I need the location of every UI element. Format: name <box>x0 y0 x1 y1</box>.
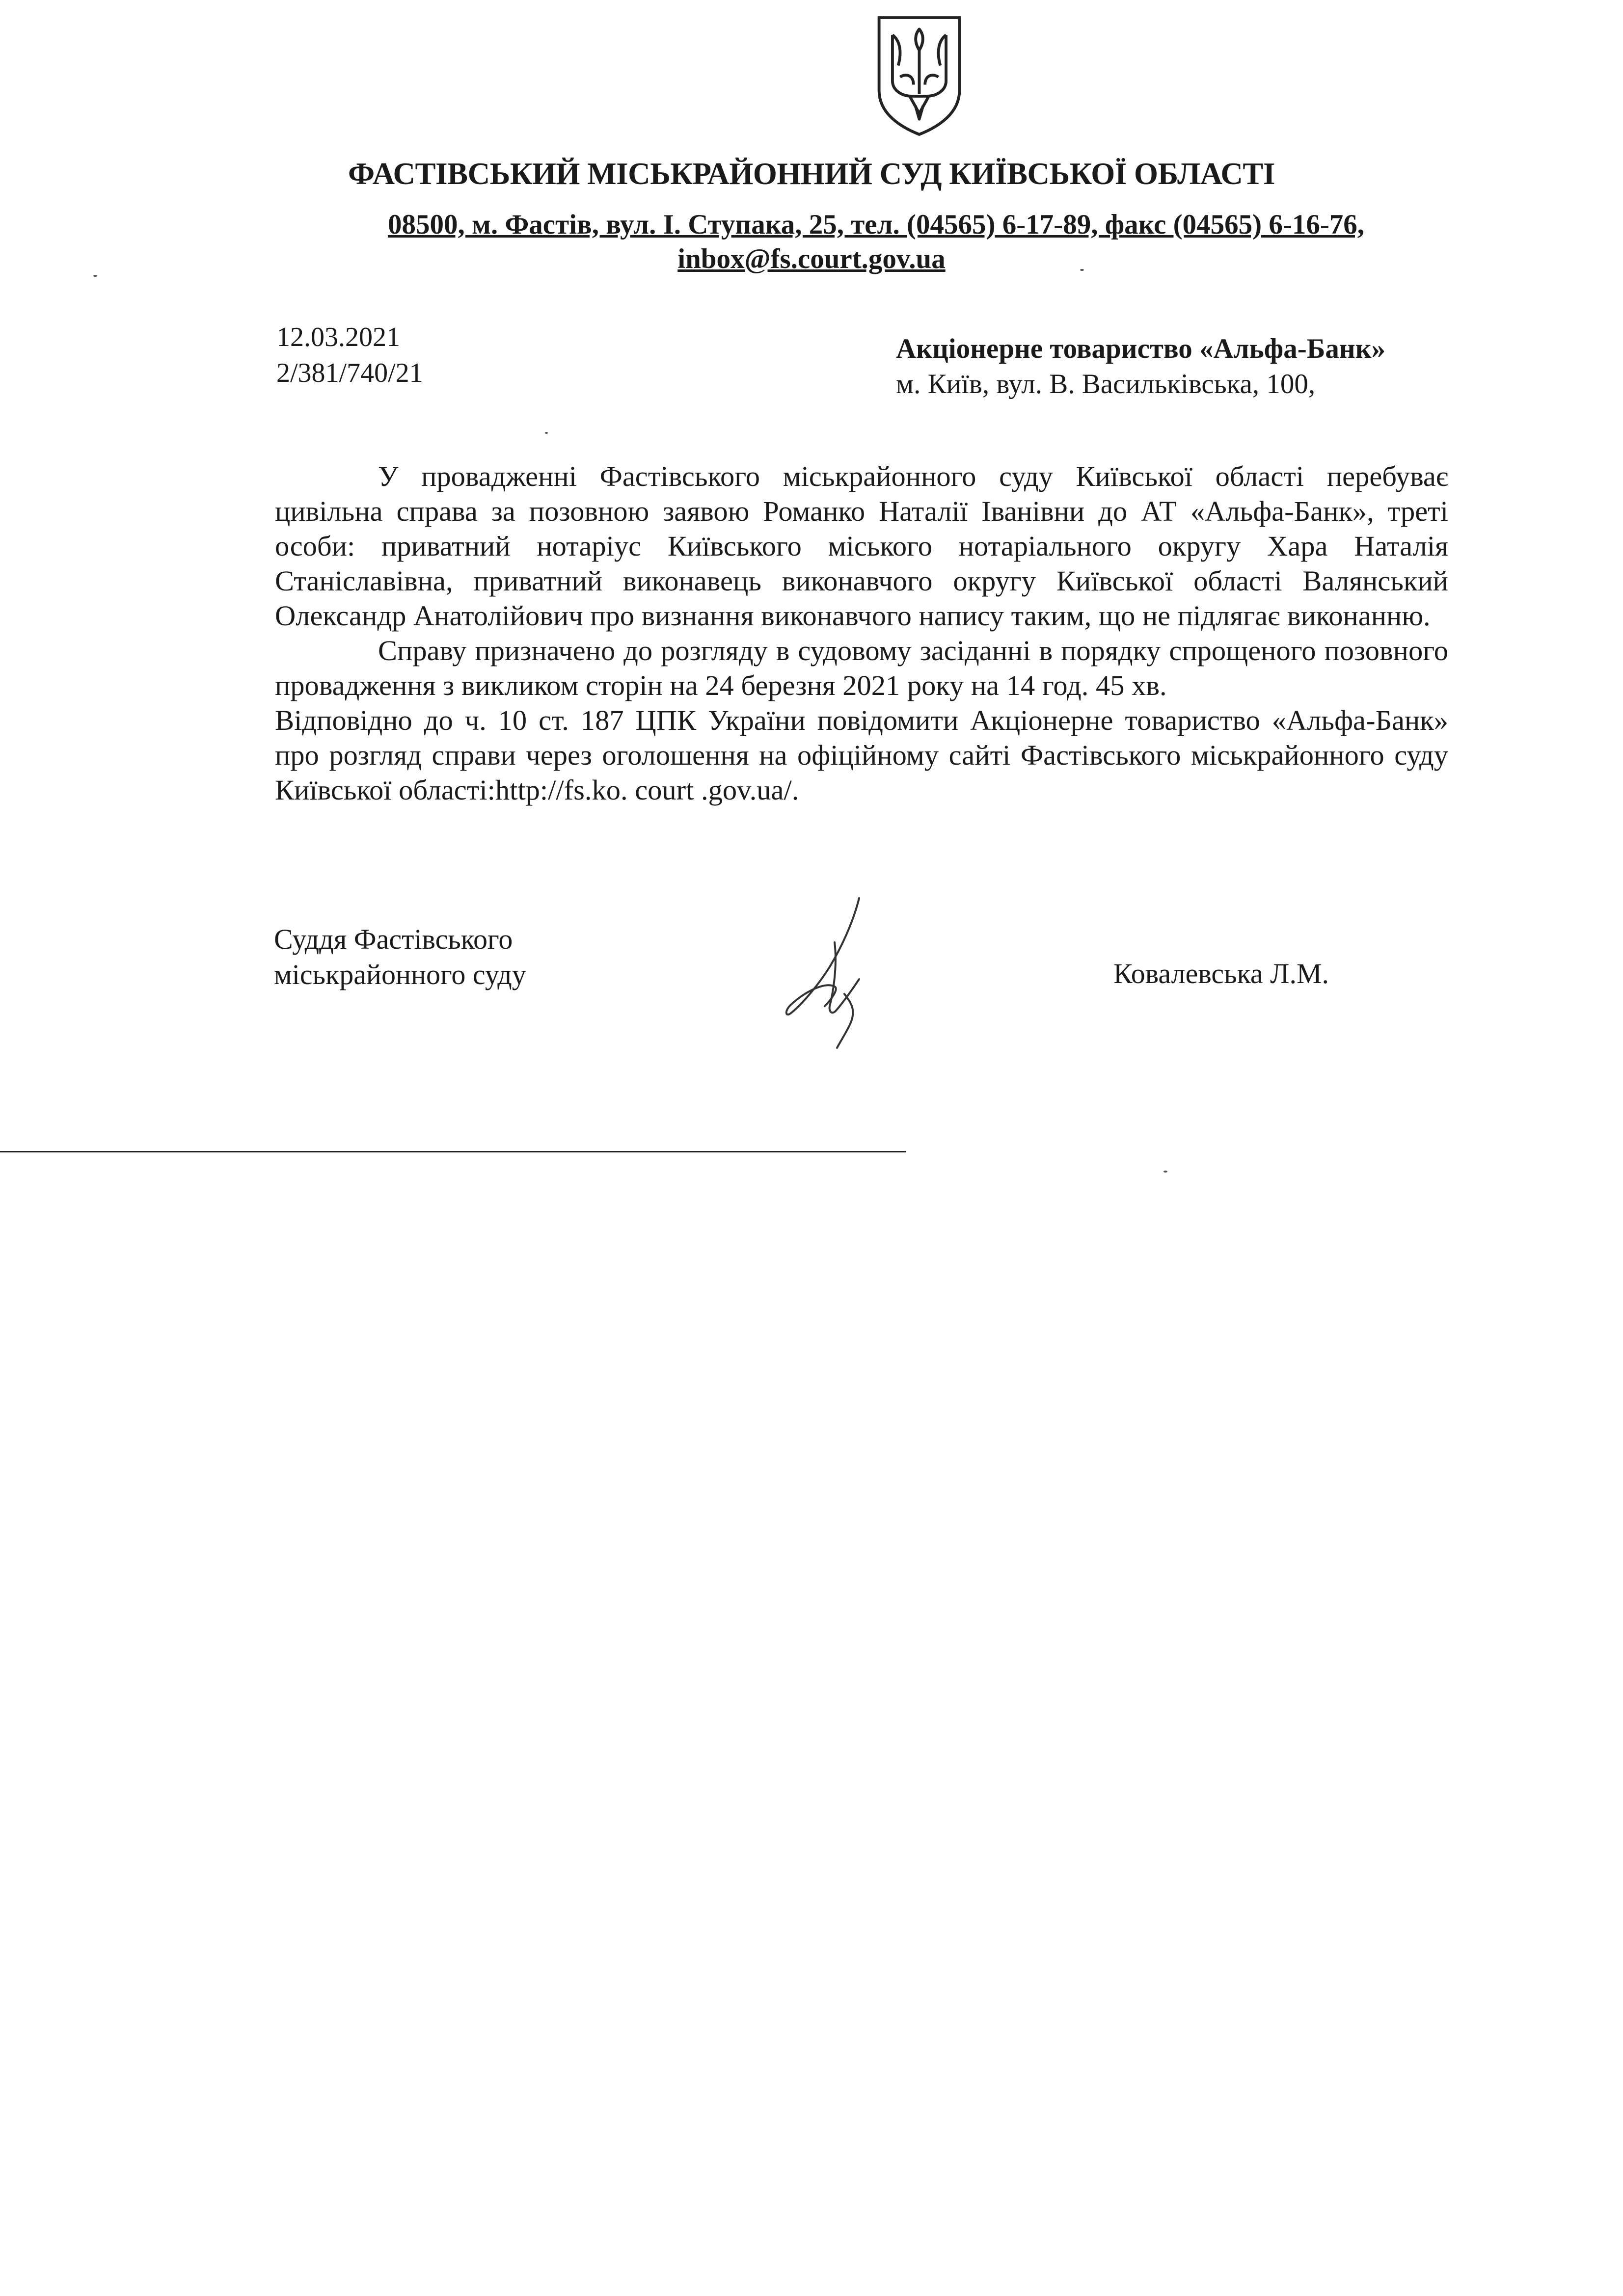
scan-speck <box>545 432 548 434</box>
court-address: 08500, м. Фастів, вул. І. Ступака, 25, тел. (04565) 6-17-89, факс (04565) 6-16-76, <box>388 209 1365 240</box>
body-paragraph: Справу призначено до розгляду в судовому засіданні в порядку спрощеного позовного провадження з викликом сторін на 24 березня 2021 року на 14 год. 45 хв. <box>275 635 1448 701</box>
court-name: ФАСТІВСЬКИЙ МІСЬКРАЙОННИЙ СУД КИЇВСЬКОЇ ОБЛАСТІ <box>348 157 1275 191</box>
judge-title-line: міськрайонного суду <box>274 959 526 990</box>
handwritten-signature <box>771 888 898 1050</box>
recipient-address: м. Київ, вул. В. Васильківська, 100, <box>896 369 1316 400</box>
recipient-name: Акціонерне товариство «Альфа-Банк» <box>896 333 1386 364</box>
judge-name: Ковалевська Л.М. <box>1113 958 1329 989</box>
court-email: inbox@fs.court.gov.ua <box>677 243 946 274</box>
coat-of-arms-icon <box>871 14 967 136</box>
scan-speck <box>1080 269 1084 271</box>
scan-speck <box>1163 1171 1167 1173</box>
judge-title-line: Суддя Фастівського <box>274 923 513 955</box>
letter-date: 12.03.2021 <box>276 322 400 352</box>
scan-speck <box>93 275 97 277</box>
horizontal-rule <box>0 1151 906 1152</box>
judge-title <box>274 922 526 992</box>
body-paragraph: У провадженні Фастівського міськрайонного суду Київської області перебуває цивільна справа за позовною заявою Романко Наталії Іванівни до АТ «Альфа-Банк», треті особи: приватний нотаріус Київського міського нотаріального округу Хара Наталія Станіславівна, приватний виконавець виконавчого округу Київської області Валянський Олександр Анатолійович про визнання виконавчого напису таким, що не підлягає виконанню. <box>275 460 1448 632</box>
letter-body <box>275 459 1448 807</box>
registration-number: 2/381/740/21 <box>276 358 423 388</box>
body-paragraph: Відповідно до ч. 10 ст. 187 ЦПК України повідомити Акціонерне товариство «Альфа-Банк» про розгляд справи через оголошення на офіційному сайті Фастівського міськрайонного суду Київської області:http://fs.ko. court .gov.ua/. <box>275 704 1448 806</box>
